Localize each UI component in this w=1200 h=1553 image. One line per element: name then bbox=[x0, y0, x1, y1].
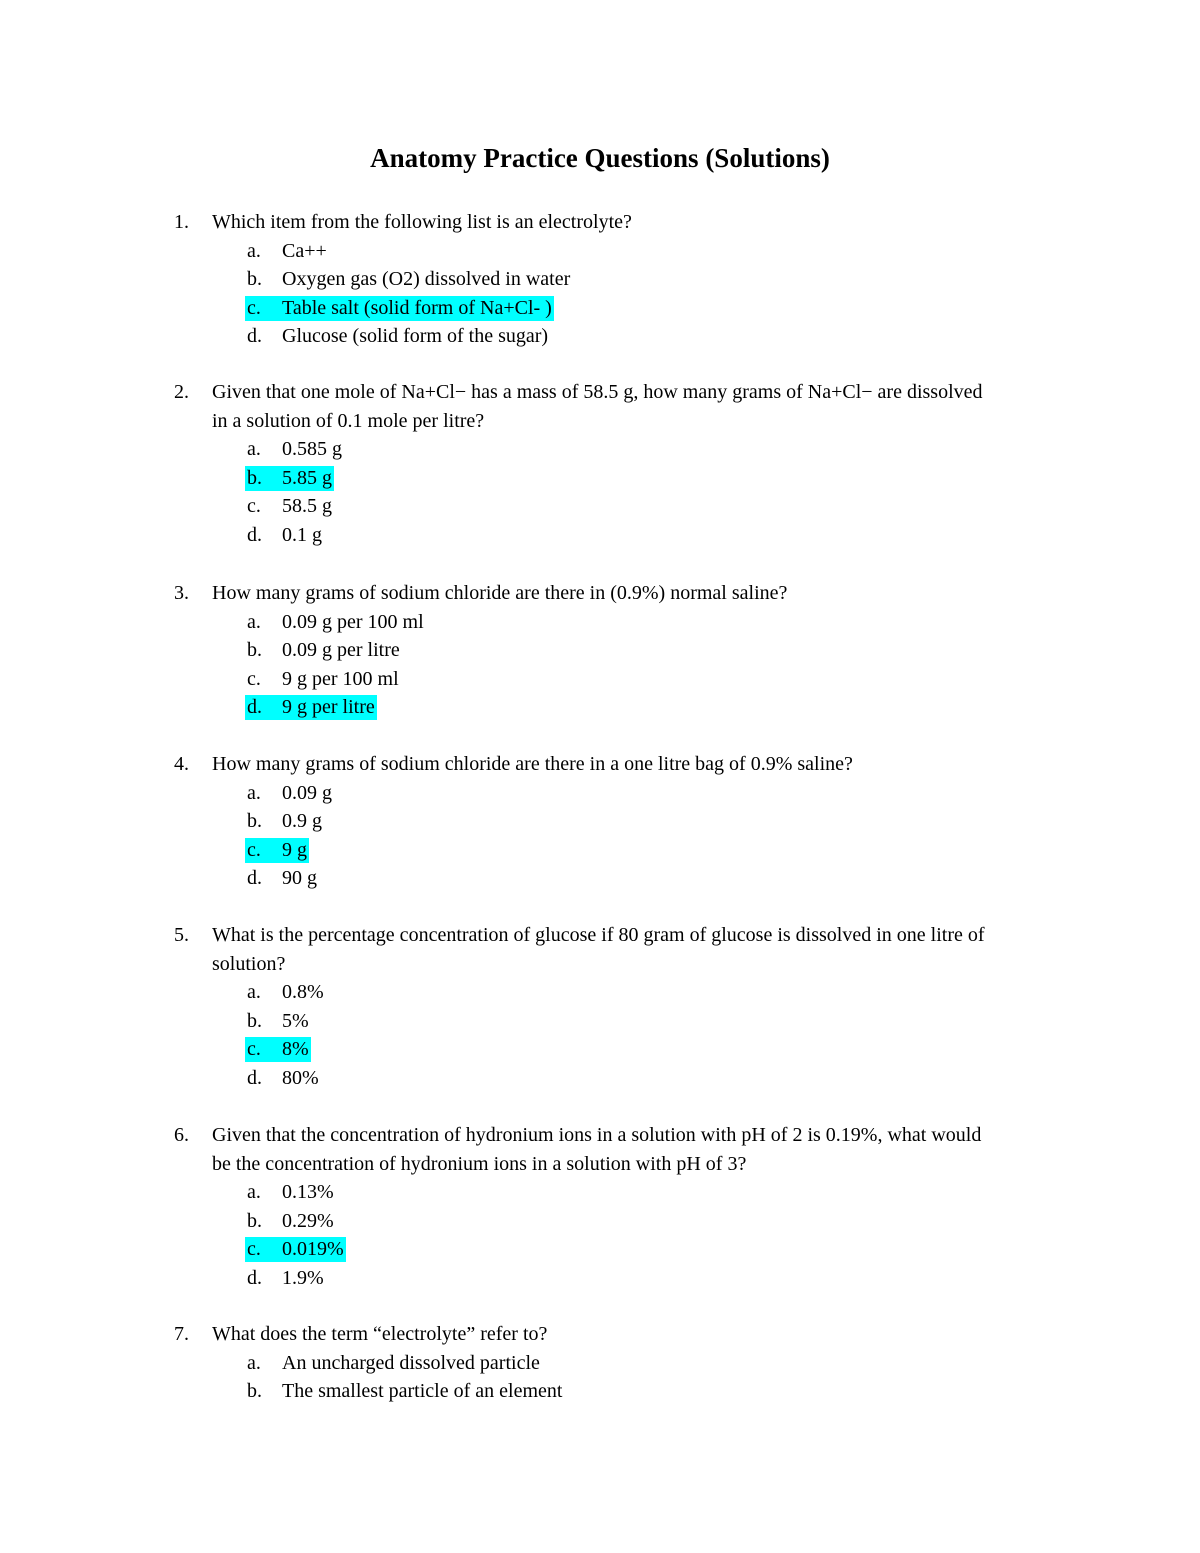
option-text: 0.09 g bbox=[282, 781, 332, 804]
answer-option bbox=[0, 1377, 1200, 1406]
option-text: 0.9 g bbox=[282, 810, 322, 832]
option-letter: c. bbox=[247, 296, 261, 319]
answer-option bbox=[0, 636, 1200, 665]
answer-option bbox=[0, 1007, 1200, 1036]
option-letter: b. bbox=[247, 268, 262, 290]
answer-option bbox=[0, 608, 1200, 637]
question-number: 3. bbox=[174, 582, 189, 604]
option-text: Ca++ bbox=[282, 239, 327, 262]
question-line bbox=[0, 378, 1200, 407]
question-text: What does the term “electrolyte” refer to? bbox=[212, 1323, 548, 1345]
option-text: 8% bbox=[282, 1038, 309, 1060]
option-text: 0.09 g per 100 ml bbox=[282, 610, 424, 633]
answer-option bbox=[0, 1264, 1200, 1293]
answer-option bbox=[0, 265, 1200, 294]
question-number: 6. bbox=[174, 1124, 189, 1146]
option-letter: b. bbox=[247, 1209, 262, 1232]
option-letter: c. bbox=[247, 838, 261, 861]
page-title: Anatomy Practice Questions (Solutions) bbox=[370, 143, 830, 173]
question-2 bbox=[0, 378, 1200, 549]
option-letter: d. bbox=[247, 523, 262, 546]
answer-option-correct bbox=[0, 1035, 1200, 1064]
answer-option bbox=[0, 322, 1200, 351]
answer-option bbox=[0, 1178, 1200, 1207]
question-text: Given that one mole of Na+Cl− has a mass of 58.5 g, how many grams of Na+Cl− are dissolved bbox=[212, 381, 983, 403]
option-text: 0.8% bbox=[282, 981, 324, 1003]
question-line bbox=[0, 1320, 1200, 1349]
option-text: 0.585 g bbox=[282, 438, 342, 460]
option-letter: d. bbox=[247, 1266, 262, 1289]
question-line bbox=[0, 1121, 1200, 1150]
option-letter: d. bbox=[247, 696, 262, 718]
question-line bbox=[0, 579, 1200, 608]
option-letter: a. bbox=[247, 781, 261, 804]
answer-option bbox=[0, 521, 1200, 550]
option-letter: d. bbox=[247, 1066, 262, 1089]
question-number: 1. bbox=[174, 211, 189, 233]
option-text: Table salt (solid form of Na+Cl- ) bbox=[282, 296, 552, 319]
question-4 bbox=[0, 750, 1200, 893]
answer-option bbox=[0, 978, 1200, 1007]
answer-option bbox=[0, 1207, 1200, 1236]
question-line bbox=[0, 407, 1200, 436]
option-letter: c. bbox=[247, 495, 261, 517]
option-letter: b. bbox=[247, 466, 262, 489]
option-text: 1.9% bbox=[282, 1266, 324, 1289]
answer-option-correct bbox=[0, 294, 1200, 323]
option-letter: a. bbox=[247, 239, 261, 262]
option-letter: a. bbox=[247, 1351, 261, 1374]
question-6 bbox=[0, 1121, 1200, 1292]
option-letter: d. bbox=[247, 867, 262, 889]
question-number: 4. bbox=[174, 753, 189, 775]
question-5 bbox=[0, 921, 1200, 1092]
answer-option bbox=[0, 1064, 1200, 1093]
question-1 bbox=[0, 208, 1200, 351]
question-text: be the concentration of hydronium ions in a solution with pH of 3? bbox=[212, 1152, 747, 1175]
question-text: How many grams of sodium chloride are there in (0.9%) normal saline? bbox=[212, 582, 788, 604]
question-line bbox=[0, 750, 1200, 779]
option-letter: c. bbox=[247, 667, 261, 690]
option-text: Oxygen gas (O2) dissolved in water bbox=[282, 268, 571, 290]
option-text: The smallest particle of an element bbox=[282, 1380, 563, 1402]
option-text: Glucose (solid form of the sugar) bbox=[282, 325, 549, 347]
option-letter: b. bbox=[247, 1009, 262, 1032]
option-letter: b. bbox=[247, 639, 262, 661]
question-text: Which item from the following list is an electrolyte? bbox=[212, 211, 632, 233]
option-text: 9 g bbox=[282, 838, 307, 861]
answer-option bbox=[0, 435, 1200, 464]
option-letter: a. bbox=[247, 981, 261, 1003]
question-line bbox=[0, 950, 1200, 979]
option-letter: d. bbox=[247, 325, 262, 347]
option-text: 0.1 g bbox=[282, 523, 322, 546]
option-letter: a. bbox=[247, 1181, 261, 1203]
option-text: 9 g per litre bbox=[282, 696, 375, 718]
option-text: 0.29% bbox=[282, 1209, 334, 1232]
answer-option-correct bbox=[0, 1235, 1200, 1264]
answer-option bbox=[0, 1349, 1200, 1378]
option-text: 0.019% bbox=[282, 1238, 344, 1260]
option-letter: a. bbox=[247, 610, 261, 633]
question-line bbox=[0, 921, 1200, 950]
option-text: 0.13% bbox=[282, 1181, 334, 1203]
question-number: 2. bbox=[174, 381, 189, 403]
answer-option bbox=[0, 807, 1200, 836]
answer-option bbox=[0, 237, 1200, 266]
answer-option-correct bbox=[0, 464, 1200, 493]
option-text: 58.5 g bbox=[282, 495, 332, 517]
question-7 bbox=[0, 1320, 1200, 1406]
question-3 bbox=[0, 579, 1200, 722]
question-line bbox=[0, 1150, 1200, 1179]
option-text: 80% bbox=[282, 1066, 319, 1089]
answer-option-correct bbox=[0, 836, 1200, 865]
option-text: 9 g per 100 ml bbox=[282, 667, 399, 690]
option-letter: c. bbox=[247, 1038, 261, 1060]
answer-option-correct bbox=[0, 693, 1200, 722]
option-text: An uncharged dissolved particle bbox=[282, 1351, 540, 1374]
question-number: 5. bbox=[174, 924, 189, 946]
option-letter: b. bbox=[247, 810, 262, 832]
question-number: 7. bbox=[174, 1323, 189, 1345]
question-text: What is the percentage concentration of glucose if 80 gram of glucose is dissolved in one litre of bbox=[212, 924, 985, 946]
question-line bbox=[0, 208, 1200, 237]
question-text: Given that the concentration of hydronium ions in a solution with pH of 2 is 0.19%, what would bbox=[212, 1124, 982, 1146]
option-letter: a. bbox=[247, 438, 261, 460]
question-text: How many grams of sodium chloride are there in a one litre bag of 0.9% saline? bbox=[212, 753, 853, 775]
answer-option bbox=[0, 665, 1200, 694]
option-text: 0.09 g per litre bbox=[282, 639, 400, 661]
question-text: solution? bbox=[212, 952, 286, 975]
option-text: 5.85 g bbox=[282, 466, 332, 489]
option-letter: c. bbox=[247, 1238, 261, 1260]
option-text: 5% bbox=[282, 1009, 309, 1032]
answer-option bbox=[0, 864, 1200, 893]
option-text: 90 g bbox=[282, 867, 317, 889]
answer-option bbox=[0, 492, 1200, 521]
answer-option bbox=[0, 779, 1200, 808]
question-text: in a solution of 0.1 mole per litre? bbox=[212, 409, 485, 432]
option-letter: b. bbox=[247, 1380, 262, 1402]
